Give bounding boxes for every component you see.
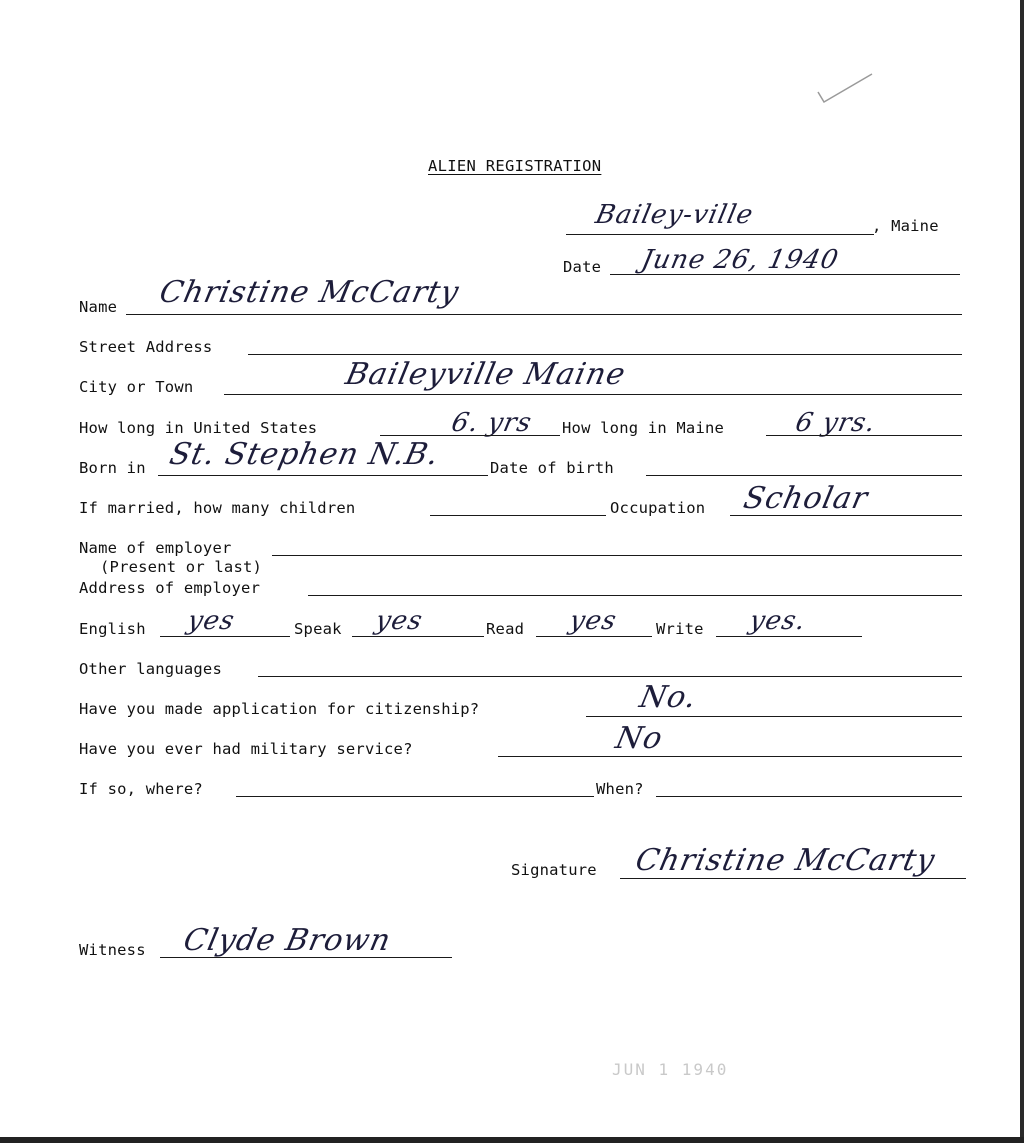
present-or-last-label: (Present or last): [100, 558, 263, 576]
city-line: [224, 394, 962, 395]
handwritten-citizenship: No.: [636, 680, 701, 715]
state-label: , Maine: [872, 217, 939, 235]
name-line: [126, 314, 962, 315]
employer-address-line: [308, 595, 962, 596]
signature-line: [620, 878, 966, 879]
military-line: [498, 756, 962, 757]
witness-line: [160, 957, 452, 958]
street-line: [248, 354, 962, 355]
handwritten-name: Christine McCarty: [156, 275, 463, 310]
date-line: [610, 274, 960, 275]
speak-line: [352, 636, 484, 637]
town-line: [566, 234, 874, 235]
read-line: [536, 636, 652, 637]
city-label: City or Town: [79, 378, 194, 396]
handwritten-date: June 26, 1940: [638, 245, 842, 275]
date-label: Date: [563, 258, 602, 276]
other-languages-line: [258, 676, 962, 677]
handwritten-occupation: Scholar: [740, 481, 872, 516]
employer-address-label: Address of employer: [79, 579, 261, 597]
handwritten-signature: Christine McCarty: [632, 843, 939, 878]
born-in-label: Born in: [79, 459, 146, 477]
married-children-line: [430, 515, 606, 516]
street-label: Street Address: [79, 338, 213, 356]
speak-label: Speak: [294, 620, 342, 638]
handwritten-write: yes.: [746, 606, 809, 636]
handwritten-how-long-us: 6. yrs: [448, 408, 535, 438]
handwritten-born-in: St. Stephen N.B.: [166, 437, 443, 472]
witness-label: Witness: [79, 941, 146, 959]
citizenship-line: [586, 716, 962, 717]
received-stamp: JUN 1 1940: [612, 1060, 729, 1079]
write-line: [716, 636, 862, 637]
scan-edge-right: [1020, 0, 1024, 1143]
handwritten-how-long-maine: 6 yrs.: [792, 408, 879, 438]
when-label: When?: [596, 780, 644, 798]
employer-name-line: [272, 555, 962, 556]
read-label: Read: [486, 620, 525, 638]
how-long-us-line: [380, 435, 560, 436]
citizenship-label: Have you made application for citizenship?: [79, 700, 480, 718]
english-line: [160, 636, 290, 637]
how-long-maine-line: [766, 435, 962, 436]
how-long-us-label: How long in United States: [79, 419, 318, 437]
dob-label: Date of birth: [490, 459, 614, 477]
if-so-where-line: [236, 796, 594, 797]
other-languages-label: Other languages: [79, 660, 222, 678]
born-in-line: [158, 475, 488, 476]
how-long-maine-label: How long in Maine: [562, 419, 725, 437]
handwritten-read: yes: [566, 606, 620, 636]
married-children-label: If married, how many children: [79, 499, 356, 517]
when-line: [656, 796, 962, 797]
handwritten-city: Baileyville Maine: [342, 357, 629, 392]
military-label: Have you ever had military service?: [79, 740, 413, 758]
dob-line: [646, 475, 962, 476]
write-label: Write: [656, 620, 704, 638]
signature-label: Signature: [511, 861, 597, 879]
scan-edge-bottom: [0, 1137, 1024, 1143]
employer-name-label: Name of employer: [79, 539, 232, 557]
check-mark: [812, 70, 876, 110]
handwritten-english: yes: [184, 606, 238, 636]
occupation-line: [730, 515, 962, 516]
form-title: ALIEN REGISTRATION: [428, 157, 602, 175]
name-label: Name: [79, 298, 118, 316]
handwritten-witness: Clyde Brown: [180, 923, 395, 958]
occupation-label: Occupation: [610, 499, 706, 517]
if-so-where-label: If so, where?: [79, 780, 203, 798]
handwritten-military: No: [612, 721, 667, 756]
handwritten-speak: yes: [372, 606, 426, 636]
handwritten-town: Bailey-ville: [592, 200, 757, 230]
english-label: English: [79, 620, 146, 638]
